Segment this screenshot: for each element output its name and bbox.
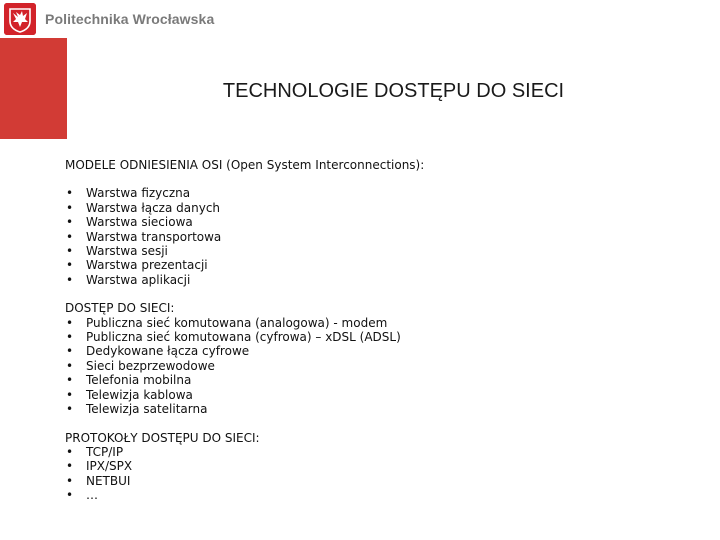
bullet-icon: • xyxy=(66,315,74,330)
list-item xyxy=(65,186,705,200)
list-item-text: TCP/IP xyxy=(86,444,124,459)
list-item xyxy=(65,359,705,373)
bullet-icon: • xyxy=(66,244,74,259)
list-item-text: Dedykowane łącza cyfrowe xyxy=(86,344,250,359)
bullet-icon: • xyxy=(66,272,74,287)
university-name: Politechnika Wrocławska xyxy=(45,11,215,27)
bullet-icon: • xyxy=(66,186,74,201)
list-item xyxy=(65,316,705,330)
bullet-icon: • xyxy=(66,330,74,345)
bullet-icon: • xyxy=(66,358,74,373)
list-item-text: Warstwa transportowa xyxy=(86,229,222,244)
bullet-icon: • xyxy=(66,200,74,215)
protocols-list xyxy=(65,445,705,503)
list-item-text: NETBUI xyxy=(86,473,131,488)
list-item-text: Warstwa fizyczna xyxy=(86,186,191,201)
list-item xyxy=(65,474,705,488)
list-item xyxy=(65,330,705,344)
list-item-text: Warstwa łącza danych xyxy=(86,200,221,215)
list-item xyxy=(65,373,705,387)
list-item-text: Telewizja satelitarna xyxy=(86,402,208,417)
title-box xyxy=(67,38,720,139)
osi-list xyxy=(65,186,705,287)
list-item xyxy=(65,388,705,402)
bullet-icon: • xyxy=(66,444,74,459)
list-item-text: Telefonia mobilna xyxy=(86,373,192,388)
access-heading: DOSTĘP DO SIECI: xyxy=(65,301,175,316)
osi-heading: MODELE ODNIESIENIA OSI (Open System Interconnections): xyxy=(65,158,425,172)
list-item xyxy=(65,215,705,229)
eagle-logo-icon xyxy=(4,3,36,35)
list-item xyxy=(65,402,705,416)
list-item-text: Warstwa aplikacji xyxy=(86,272,191,287)
list-item-text: IPX/SPX xyxy=(86,459,133,474)
list-item xyxy=(65,344,705,358)
slide-title: TECHNOLOGIE DOSTĘPU DO SIECI xyxy=(222,80,565,102)
bullet-icon: • xyxy=(66,387,74,402)
list-item-text: Warstwa sieciowa xyxy=(86,215,193,230)
list-item xyxy=(65,244,705,258)
bullet-icon: • xyxy=(66,344,74,359)
bullet-icon: • xyxy=(66,215,74,230)
bullet-icon: • xyxy=(66,258,74,273)
bullet-icon: • xyxy=(66,459,74,474)
list-item xyxy=(65,488,705,502)
list-item-text: Publiczna sieć komutowana (cyfrowa) – xDSL (ADSL) xyxy=(86,330,401,345)
list-item-text: Publiczna sieć komutowana (analogowa) - modem xyxy=(86,315,388,330)
bullet-icon: • xyxy=(66,402,74,417)
list-item-text: Warstwa prezentacji xyxy=(86,258,208,273)
list-item xyxy=(65,201,705,215)
list-item xyxy=(65,445,705,459)
list-item-text: Telewizja kablowa xyxy=(86,387,193,402)
slide-content xyxy=(65,158,705,503)
header-bar xyxy=(0,0,720,38)
access-list xyxy=(65,316,705,417)
bullet-icon: • xyxy=(66,229,74,244)
bullet-icon: • xyxy=(66,473,74,488)
list-item xyxy=(65,459,705,473)
list-item-text: Sieci bezprzewodowe xyxy=(86,358,215,373)
list-item xyxy=(65,273,705,287)
bullet-icon: • xyxy=(66,488,74,503)
bullet-icon: • xyxy=(66,373,74,388)
protocols-heading: PROTOKOŁY DOSTĘPU DO SIECI: xyxy=(65,430,260,445)
list-item xyxy=(65,258,705,272)
list-item xyxy=(65,230,705,244)
list-item-text: Warstwa sesji xyxy=(86,244,168,259)
list-item-text: … xyxy=(86,488,98,503)
